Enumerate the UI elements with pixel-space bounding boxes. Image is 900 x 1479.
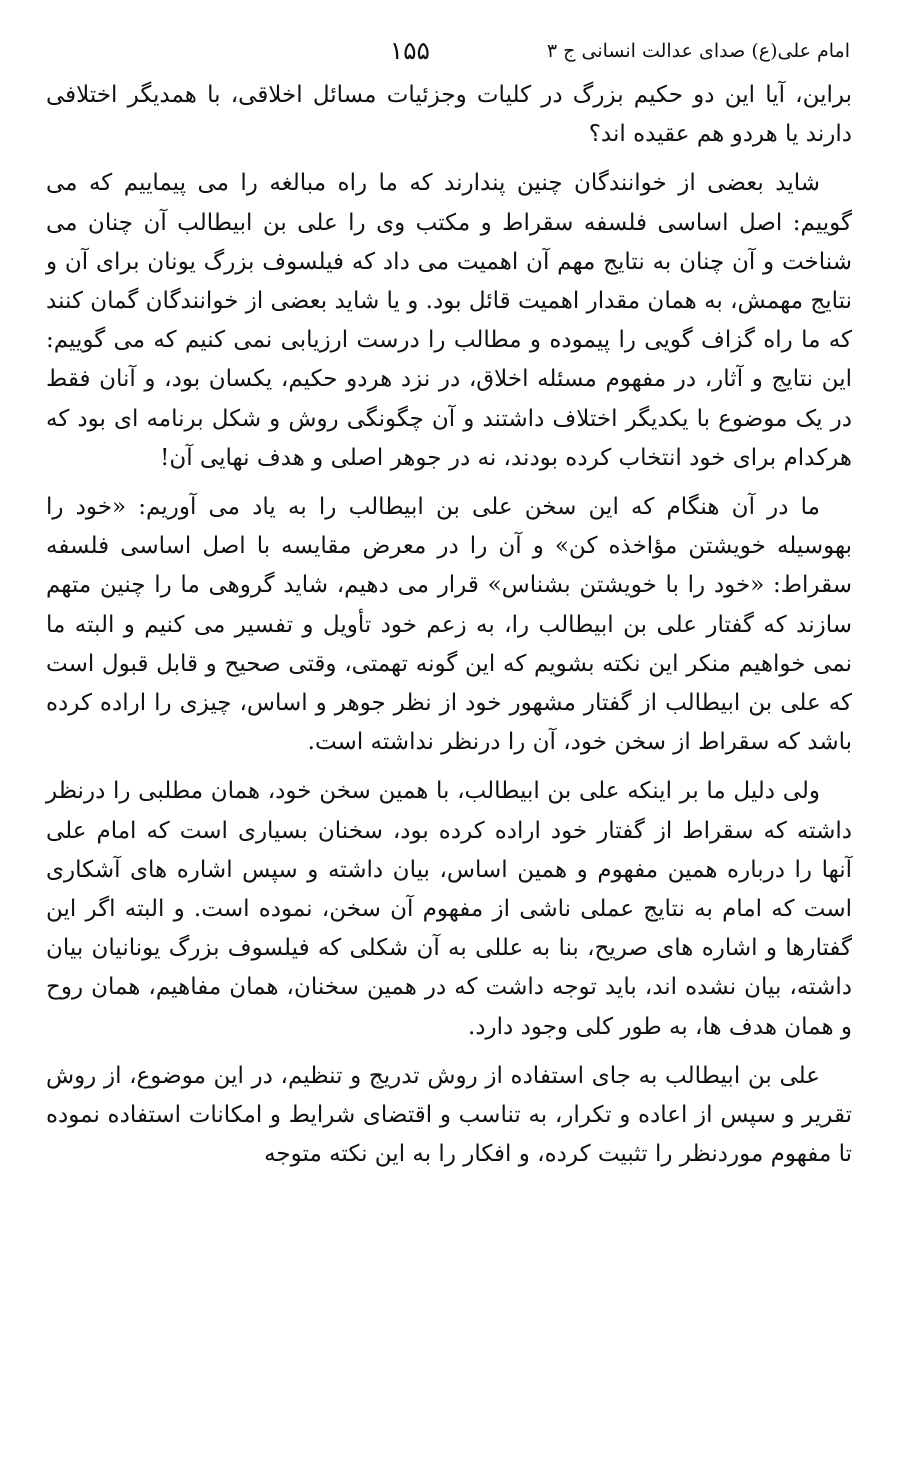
- paragraph: شاید بعضی از خوانندگان چنین پندارند که ما راه مبالغه را می پیماییم که می گوییم: اصل اساسی فلسفه سقراط و مکتب وی را علی بن ابیطالب آن چنان می شناخت و آن چنان به نتایج مهم آن اهمیت می داد که فیلسوف بزرگ یونان برای آن و نتایج مهمش، به همان مقدار اهمیت قائل بود. و یا شاید بعضی از خوانندگان گمان کنند که ما راه گزاف گویی را پیموده و مطالب را درست ارزیابی نمی کنیم که می گوییم: این نتایج و آثار، در مفهوم مسئله اخلاق، در نزد هردو حکیم، یکسان بود، و آنان فقط در یک موضوع با یکدیگر اختلاف داشتند و آن چگونگی روش و شکل برنامه ای بود که هرکدام برای خود انتخاب کرده بودند، نه در جوهر اصلی و هدف نهایی آن!: [46, 170, 852, 471]
- book-title: امام علی(ع) صدای عدالت انسانی ج ۳: [546, 40, 850, 62]
- page-number: ۱۵۵: [389, 36, 430, 65]
- paragraph-continuation: براین، آیا این دو حکیم بزرگ در کلیات وجزئیات مسائل اخلاقی، با همدیگر اختلافی دارند یا هردو هم عقیده اند؟: [46, 82, 852, 148]
- page-body: [46, 76, 852, 1184]
- paragraph: ولی دلیل ما بر اینکه علی بن ابیطالب، با همین سخن خود، همان مطلبی را درنظر داشته که سقراط از گفتار خود اراده کرده بود، سخنان بسیاری است که امام علی آنها را درباره همین مفهوم و همین اساس، بیان داشته و سپس اشاره های آشکاری است که امام به نتایج عملی ناشی از مفهوم آن سخن، نموده است. و البته اگر این گفتارها و اشاره های صریح، بنا به عللی به آن شکلی که فیلسوف بزرگ یونانیان بیان داشته، بیان نشده اند، باید توجه داشت که در همین سخنان، همان مفاهیم، همان روح و همان هدف ها، به طور کلی وجود دارد.: [46, 778, 852, 1040]
- paragraph: ما در آن هنگام که این سخن علی بن ابیطالب را به یاد می آوریم: «خود را بهوسیله خویشتن مؤاخذه کن» و آن را در معرض مقایسه با اصل اساسی فلسفه سقراط: «خود را با خویشتن بشناس» قرار می دهیم، شاید گروهی ما را چنین متهم سازند که گفتار علی بن ابیطالب را، به زعم خود تأویل و تفسیر می کنیم و البته ما نمی خواهیم منکر این نکته بشویم که این گونه تهمتی، وقتی صحیح و قابل قبول است که علی بن ابیطالب از گفتار مشهور خود از نظر جوهر و اساس، چیزی را اراده کرده باشد که سقراط از سخن خود، آن را درنظر نداشته است.: [46, 494, 852, 756]
- paragraph: علی بن ابیطالب به جای استفاده از روش تدریج و تنظیم، در این موضوع، از روش تقریر و سپس از اعاده و تکرار، به تناسب و اقتضای شرایط و امکانات استفاده نموده تا مفهوم موردنظر را تثبیت کرده، و افکار را به این نکته متوجه: [46, 1062, 852, 1168]
- page-header: [48, 36, 850, 76]
